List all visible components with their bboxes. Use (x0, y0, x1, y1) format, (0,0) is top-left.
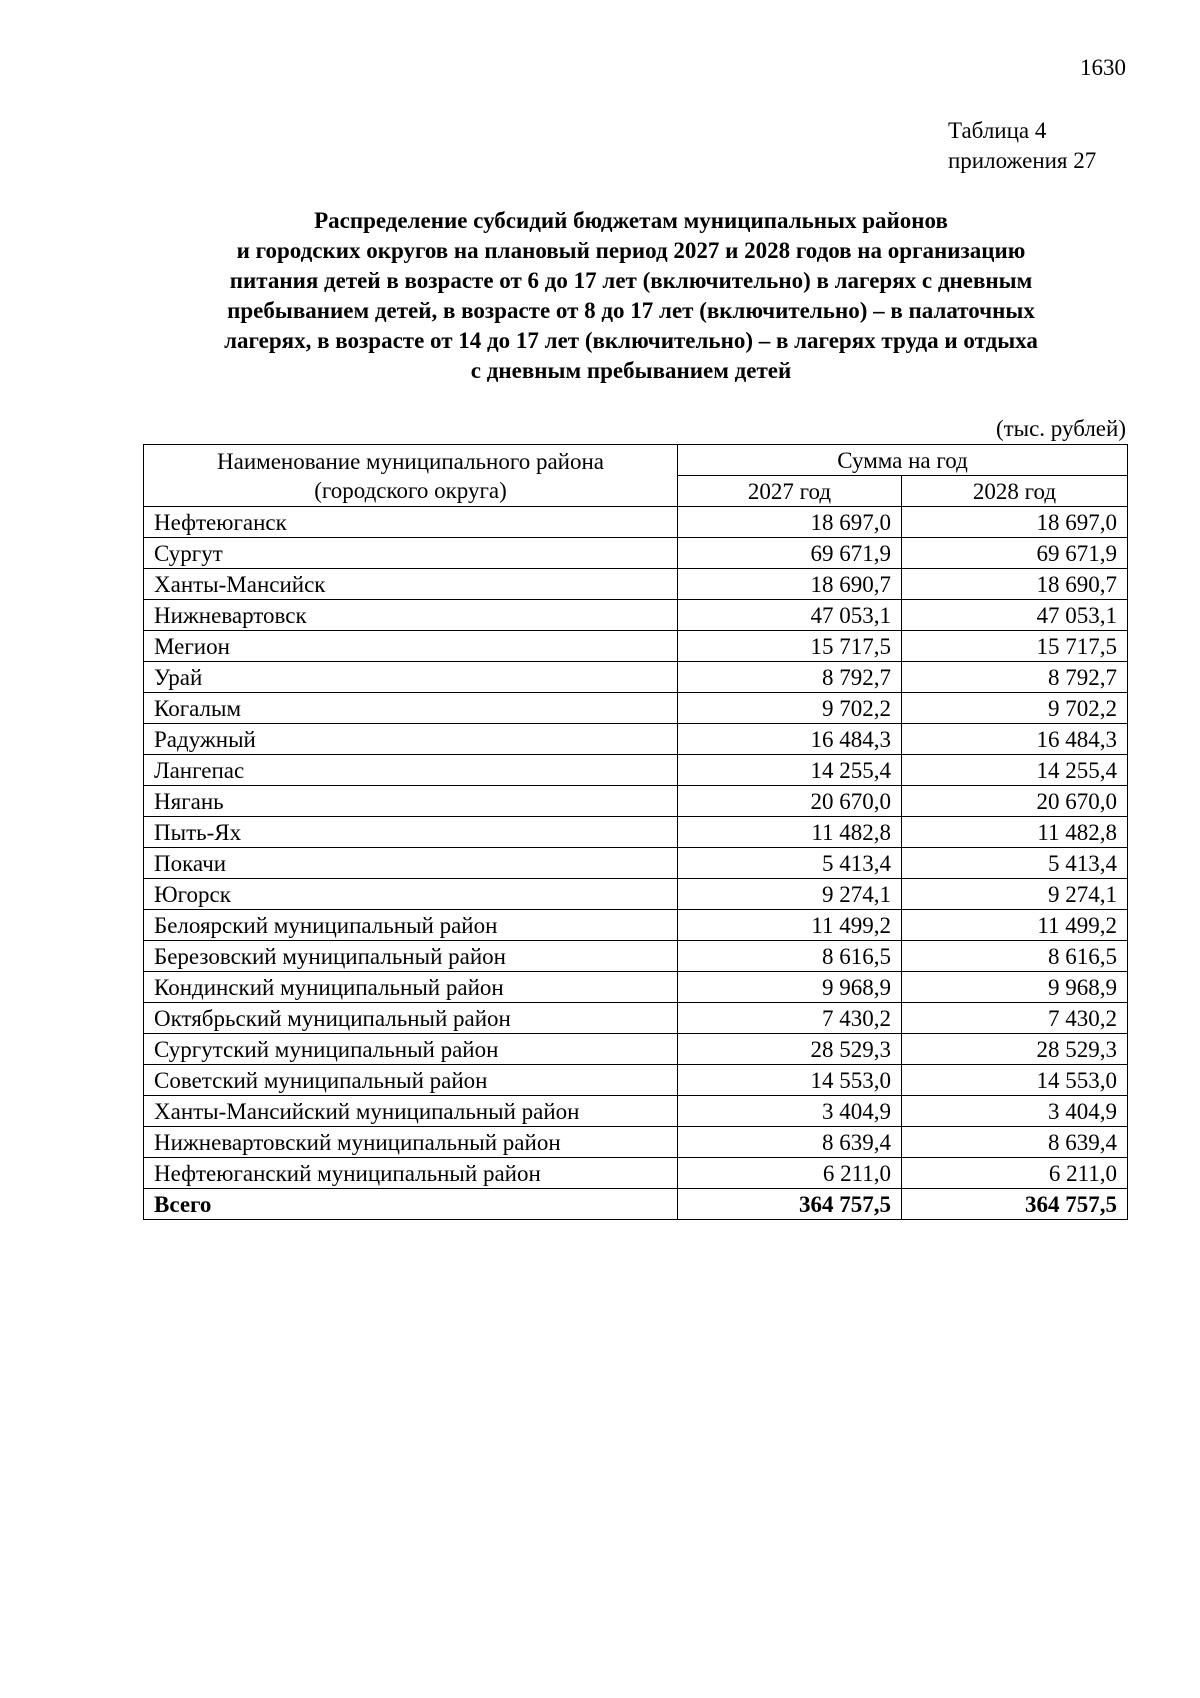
amount-2027-cell: 18 697,0 (678, 507, 902, 538)
table-body (144, 507, 1128, 1220)
amount-2027-cell: 69 671,9 (678, 538, 902, 569)
amount-2027-cell: 28 529,3 (678, 1034, 902, 1065)
district-name-cell: Сургут (144, 538, 678, 569)
district-name-cell: Ханты-Мансийский муниципальный район (144, 1096, 678, 1127)
amount-2028-cell: 8 792,7 (902, 662, 1128, 693)
amount-2027-cell: 364 757,5 (678, 1189, 902, 1220)
amount-2027-cell: 8 616,5 (678, 941, 902, 972)
table-row (144, 662, 1128, 693)
title-line: питания детей в возрасте от 6 до 17 лет (включительно) в лагерях с дневным (229, 268, 1033, 293)
table-row (144, 507, 1128, 538)
subsidy-table (143, 444, 1128, 1220)
amount-2027-cell: 9 274,1 (678, 879, 902, 910)
district-name-cell: Советский муниципальный район (144, 1065, 678, 1096)
title-line: с дневным пребыванием детей (470, 358, 792, 383)
table-row (144, 1065, 1128, 1096)
amount-2027-cell: 14 553,0 (678, 1065, 902, 1096)
table-row (144, 631, 1128, 662)
district-name-cell: Кондинский муниципальный район (144, 972, 678, 1003)
title-line: пребыванием детей, в возрасте от 8 до 17 лет (включительно) – в палаточных (227, 298, 1035, 323)
table-row (144, 941, 1128, 972)
district-name-cell: Всего (144, 1189, 678, 1220)
amount-2027-cell: 8 639,4 (678, 1127, 902, 1158)
table-row (144, 879, 1128, 910)
amount-2028-cell: 14 255,4 (902, 755, 1128, 786)
amount-2027-cell: 16 484,3 (678, 724, 902, 755)
amount-2027-cell: 5 413,4 (678, 848, 902, 879)
amount-2027-cell: 6 211,0 (678, 1158, 902, 1189)
amount-2027-cell: 7 430,2 (678, 1003, 902, 1034)
year-2027-header: 2027 год (678, 476, 902, 507)
title-line: Распределение субсидий бюджетам муниципальных районов (314, 208, 948, 233)
amount-2028-cell: 15 717,5 (902, 631, 1128, 662)
district-name-cell: Когалым (144, 693, 678, 724)
table-reference (948, 116, 1096, 176)
district-name-cell: Мегион (144, 631, 678, 662)
table-row (144, 755, 1128, 786)
amount-2028-cell: 28 529,3 (902, 1034, 1128, 1065)
table-row (144, 538, 1128, 569)
district-name-cell: Пыть-Ях (144, 817, 678, 848)
name-header-line1: Наименование муниципального района (217, 448, 604, 474)
district-name-cell: Ханты-Мансийск (144, 569, 678, 600)
district-name-cell: Нефтеюганск (144, 507, 678, 538)
total-row (144, 1189, 1128, 1220)
units-label: (тыс. рублей) (995, 416, 1126, 441)
amount-2028-cell: 18 697,0 (902, 507, 1128, 538)
appendix-label: приложения 27 (948, 148, 1097, 173)
table-row (144, 910, 1128, 941)
amount-2028-cell: 20 670,0 (902, 786, 1128, 817)
table-row (144, 848, 1128, 879)
sum-column-header: Сумма на год (678, 445, 1128, 476)
district-name-cell: Нижневартовский муниципальный район (144, 1127, 678, 1158)
table-row (144, 1034, 1128, 1065)
name-header-line2: (городского округа) (314, 477, 507, 503)
amount-2028-cell: 8 639,4 (902, 1127, 1128, 1158)
table-row (144, 1158, 1128, 1189)
district-name-cell: Березовский муниципальный район (144, 941, 678, 972)
amount-2028-cell: 9 702,2 (902, 693, 1128, 724)
table-row (144, 724, 1128, 755)
district-name-cell: Нягань (144, 786, 678, 817)
amount-2027-cell: 14 255,4 (678, 755, 902, 786)
amount-2027-cell: 9 968,9 (678, 972, 902, 1003)
table-row (144, 693, 1128, 724)
amount-2028-cell: 47 053,1 (902, 600, 1128, 631)
amount-2027-cell: 8 792,7 (678, 662, 902, 693)
district-name-cell: Сургутский муниципальный район (144, 1034, 678, 1065)
amount-2028-cell: 364 757,5 (902, 1189, 1128, 1220)
table-number-label: Таблица 4 (948, 118, 1047, 143)
table-row (144, 1096, 1128, 1127)
amount-2028-cell: 6 211,0 (902, 1158, 1128, 1189)
table-row (144, 1127, 1128, 1158)
table-row (144, 972, 1128, 1003)
amount-2027-cell: 18 690,7 (678, 569, 902, 600)
district-name-cell: Радужный (144, 724, 678, 755)
document-title (145, 206, 1117, 386)
table-header (144, 445, 1128, 507)
amount-2028-cell: 18 690,7 (902, 569, 1128, 600)
table-row (144, 786, 1128, 817)
page-number: 1630 (1080, 55, 1126, 80)
table-row (144, 600, 1128, 631)
district-name-cell: Лангепас (144, 755, 678, 786)
district-name-cell: Октябрьский муниципальный район (144, 1003, 678, 1034)
amount-2027-cell: 20 670,0 (678, 786, 902, 817)
district-name-cell: Нефтеюганский муниципальный район (144, 1158, 678, 1189)
amount-2027-cell: 15 717,5 (678, 631, 902, 662)
title-line: лагерях, в возрасте от 14 до 17 лет (включительно) – в лагерях труда и отдыха (224, 328, 1038, 353)
table-row (144, 569, 1128, 600)
name-column-header (144, 445, 678, 507)
amount-2028-cell: 9 968,9 (902, 972, 1128, 1003)
district-name-cell: Нижневартовск (144, 600, 678, 631)
amount-2027-cell: 3 404,9 (678, 1096, 902, 1127)
district-name-cell: Урай (144, 662, 678, 693)
amount-2028-cell: 16 484,3 (902, 724, 1128, 755)
amount-2028-cell: 14 553,0 (902, 1065, 1128, 1096)
table-row (144, 1003, 1128, 1034)
amount-2027-cell: 11 499,2 (678, 910, 902, 941)
title-line: и городских округов на плановый период 2027 и 2028 годов на организацию (236, 238, 1026, 263)
amount-2028-cell: 11 482,8 (902, 817, 1128, 848)
amount-2028-cell: 69 671,9 (902, 538, 1128, 569)
amount-2028-cell: 8 616,5 (902, 941, 1128, 972)
district-name-cell: Югорск (144, 879, 678, 910)
district-name-cell: Белоярский муниципальный район (144, 910, 678, 941)
amount-2027-cell: 11 482,8 (678, 817, 902, 848)
amount-2028-cell: 3 404,9 (902, 1096, 1128, 1127)
amount-2027-cell: 47 053,1 (678, 600, 902, 631)
amount-2027-cell: 9 702,2 (678, 693, 902, 724)
amount-2028-cell: 9 274,1 (902, 879, 1128, 910)
amount-2028-cell: 7 430,2 (902, 1003, 1128, 1034)
amount-2028-cell: 11 499,2 (902, 910, 1128, 941)
amount-2028-cell: 5 413,4 (902, 848, 1128, 879)
district-name-cell: Покачи (144, 848, 678, 879)
table-row (144, 817, 1128, 848)
year-2028-header: 2028 год (902, 476, 1128, 507)
